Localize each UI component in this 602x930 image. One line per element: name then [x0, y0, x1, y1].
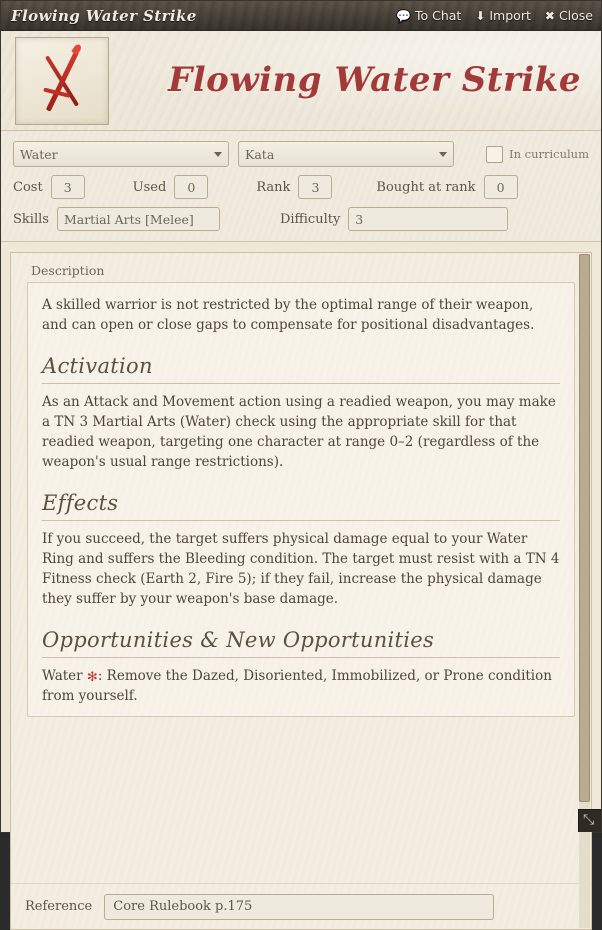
resize-grip[interactable] [578, 809, 601, 832]
ring-select[interactable] [13, 141, 229, 167]
opportunity-effect-text: : Remove the Dazed, Disoriented, Immobilized, or Prone condition from yourself. [42, 667, 552, 704]
stats-row-skills [13, 207, 589, 231]
description-legend: Description [31, 263, 105, 278]
scrollbar-thumb[interactable] [579, 254, 590, 802]
difficulty-label: Difficulty [279, 211, 341, 227]
import-icon: ⬇ [475, 8, 486, 23]
description-scroll-area[interactable] [11, 253, 591, 883]
close-icon: ✖ [544, 8, 555, 23]
stats-row-selects [13, 141, 589, 167]
bought-at-rank-label: Bought at rank [376, 179, 476, 195]
rank-label: Rank [256, 179, 291, 195]
close-label: Close [558, 8, 593, 23]
opportunities-text [42, 666, 560, 707]
crossed-swords-icon [15, 37, 109, 125]
reference-label: Reference [25, 899, 93, 914]
skills-input[interactable] [57, 207, 220, 231]
opportunities-heading: Opportunities & New Opportunities [42, 628, 560, 658]
technique-title: Flowing Water Strike [168, 59, 581, 100]
description-panel [10, 252, 592, 930]
in-curriculum-control[interactable] [486, 146, 589, 163]
to-chat-label: To Chat [414, 8, 462, 23]
description-body [27, 282, 575, 717]
cost-input[interactable] [51, 175, 85, 199]
activation-heading: Activation [42, 354, 560, 384]
ring-select-wrap [13, 141, 229, 167]
to-chat-button[interactable] [396, 8, 461, 23]
stats-row-numbers [13, 175, 589, 199]
used-label: Used [132, 179, 167, 195]
in-curriculum-checkbox[interactable] [486, 146, 503, 163]
bought-at-rank-input[interactable] [484, 175, 518, 199]
type-select-wrap [238, 141, 454, 167]
in-curriculum-label: In curriculum [509, 147, 589, 161]
technique-stats [1, 131, 601, 242]
window-title: Flowing Water Strike [11, 6, 197, 25]
effects-text: If you succeed, the target suffers physical damage equal to your Water Ring and suffers the Bleeding condition. The target must resist with a TN 4 Fitness check (Earth 2, Fire 5); if they fail, increase the physical damage they suffer by your weapon's base damage. [42, 530, 560, 608]
reference-input[interactable] [104, 894, 494, 920]
technique-header [1, 31, 601, 131]
import-button[interactable] [475, 8, 531, 23]
import-label: Import [489, 8, 531, 23]
skills-label: Skills [13, 211, 49, 227]
reference-row [11, 883, 591, 929]
rank-input[interactable] [298, 175, 332, 199]
title-bar[interactable] [1, 1, 601, 31]
effects-heading: Effects [42, 491, 560, 521]
difficulty-input[interactable] [348, 207, 508, 231]
chat-icon: 💬 [396, 8, 411, 23]
close-button[interactable] [545, 8, 593, 23]
title-bar-actions [396, 8, 593, 23]
water-ring-icon: ✻ [86, 669, 98, 685]
description-intro: A skilled warrior is not restricted by the optimal range of their weapon, and can open or close gaps to compensate for positional disadvantages. [42, 297, 535, 334]
used-input[interactable] [174, 175, 208, 199]
type-select[interactable] [238, 141, 454, 167]
opportunity-ring-label: Water [42, 667, 83, 684]
cost-label: Cost [13, 179, 43, 195]
activation-text: As an Attack and Movement action using a readied weapon, you may make a TN 3 Martial Arts (Water) check using the appropriate skill for that readied weapon, targeting one character at range 0–2 (regardless of the weapon's usual range restrictions). [42, 393, 556, 471]
